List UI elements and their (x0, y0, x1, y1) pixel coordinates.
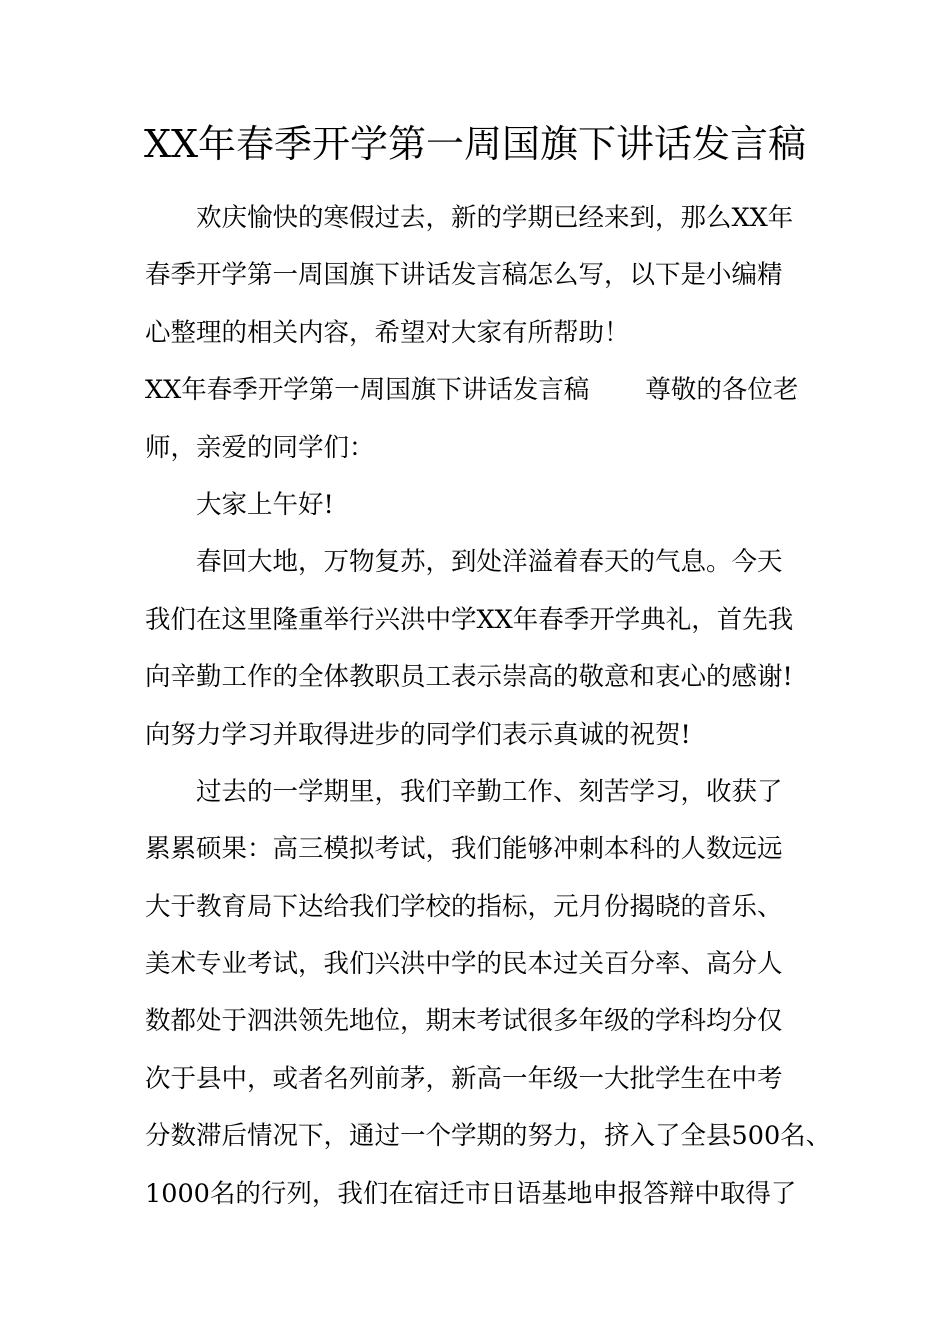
paragraph-line: 大家上午好! (196, 489, 334, 520)
paragraph-line: 师，亲爱的同学们： (145, 432, 375, 463)
paragraph-line: 数都处于泗洪领先地位，期末考试很多年级的学科均分仅 (145, 1006, 783, 1037)
paragraph-line: 欢庆愉快的寒假过去，新的学期已经来到，那么XX年 (196, 203, 794, 233)
speech-heading: XX年春季开学第一周国旗下讲话发言稿 (145, 375, 590, 406)
paragraph-line: 美术专业考试，我们兴洪中学的民本过关百分率、高分人 (145, 949, 783, 980)
paragraph-line: 1000名的行列，我们在宿迁市日语基地申报答辩中取得了 (145, 1178, 797, 1209)
salutation-start: 尊敬的各位老 (645, 375, 799, 406)
paragraph-line: 春回大地，万物复苏，到处洋溢着春天的气息。今天 (196, 547, 783, 578)
paragraph-line: 心整理的相关内容，希望对大家有所帮助！ (145, 317, 630, 348)
paragraph-line (145, 362, 815, 419)
paragraph-line: 我们在这里隆重举行兴洪中学XX年春季开学典礼，首先我 (145, 604, 794, 635)
paragraph-line: 次于县中，或者名列前茅，新高一年级一大批学生在中考 (145, 1063, 783, 1094)
paragraph-line: 大于教育局下达给我们学校的指标，元月份揭晓的音乐、 (145, 891, 783, 922)
paragraph-line: 分数滞后情况下，通过一个学期的努力，挤入了全县500名、 (145, 1121, 832, 1152)
paragraph-line: 过去的一学期里，我们辛勤工作、刻苦学习，收获了 (196, 776, 783, 807)
document-body (145, 190, 832, 1223)
paragraph-line: 春季开学第一周国旗下讲话发言稿怎么写，以下是小编精 (145, 260, 783, 291)
paragraph-line: 累累硕果：高三模拟考试，我们能够冲刺本科的人数远远 (145, 834, 783, 865)
document-title: XX年春季开学第一周国旗下讲话发言稿 (143, 122, 807, 166)
paragraph-line: 向辛勤工作的全体教职员工表示崇高的敬意和衷心的感谢! (145, 662, 793, 693)
paragraph-line: 向努力学习并取得进步的同学们表示真诚的祝贺! (145, 719, 691, 750)
